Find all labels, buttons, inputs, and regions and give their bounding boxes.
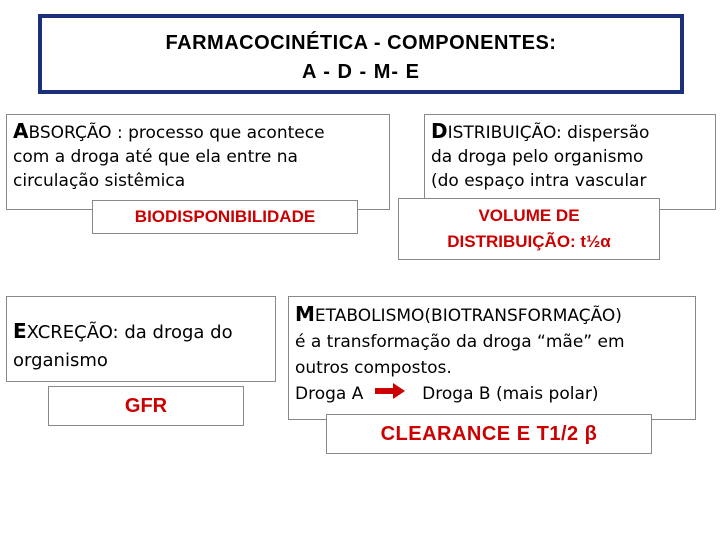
distribution-text (425, 115, 715, 193)
absorption-line-3: circulação sistêmica (13, 171, 186, 191)
metabolism-line-3: outros compostos. (295, 358, 452, 378)
distribution-line-2: da droga pelo organismo (431, 147, 644, 167)
arrow-right-icon (375, 381, 405, 407)
title-line-2: A - D - M- E (302, 61, 420, 83)
title-line-1: FARMACOCINÉTICA - COMPONENTES: (165, 32, 557, 54)
clearance-tag: CLEARANCE E T1/2 β (326, 414, 652, 454)
absorption-initial: A (13, 119, 29, 143)
metabolism-line-4 (295, 381, 691, 407)
distribution-card (424, 114, 716, 210)
volume-distribution-tag (398, 198, 660, 260)
metabolism-line-2: é a transformação da droga “mãe” em (295, 332, 625, 352)
drug-b-label: Droga B (mais polar) (422, 384, 599, 404)
excretion-text (7, 297, 275, 375)
excretion-line-1: XCREÇÃO: da droga do (26, 322, 233, 343)
absorption-card (6, 114, 390, 210)
excretion-card (6, 296, 276, 382)
absorption-text (7, 115, 389, 193)
title-box (38, 14, 684, 94)
distribution-line-1: ISTRIBUIÇÃO: dispersão (447, 123, 650, 143)
distribution-line-3: (do espaço intra vascular (431, 171, 647, 191)
absorption-line-1: BSORÇÃO : processo que acontece (28, 123, 325, 143)
distribution-initial: D (431, 119, 448, 143)
drug-a-label: Droga A (295, 384, 364, 404)
metabolism-line-1: ETABOLISMO(BIOTRANSFORMAÇÃO) (314, 306, 622, 326)
bioavailability-tag: BIODISPONIBILIDADE (92, 200, 358, 234)
metabolism-card (288, 296, 696, 420)
absorption-line-2: com a droga até que ela entre na (13, 147, 298, 167)
excretion-line-2: organismo (13, 350, 108, 371)
metabolism-initial: M (295, 302, 315, 326)
volume-distribution-line-2: DISTRIBUIÇÃO: t½α (447, 232, 611, 251)
metabolism-text (289, 297, 695, 407)
gfr-tag: GFR (48, 386, 244, 426)
excretion-initial: E (13, 319, 27, 343)
volume-distribution-line-1: VOLUME DE (478, 206, 580, 225)
